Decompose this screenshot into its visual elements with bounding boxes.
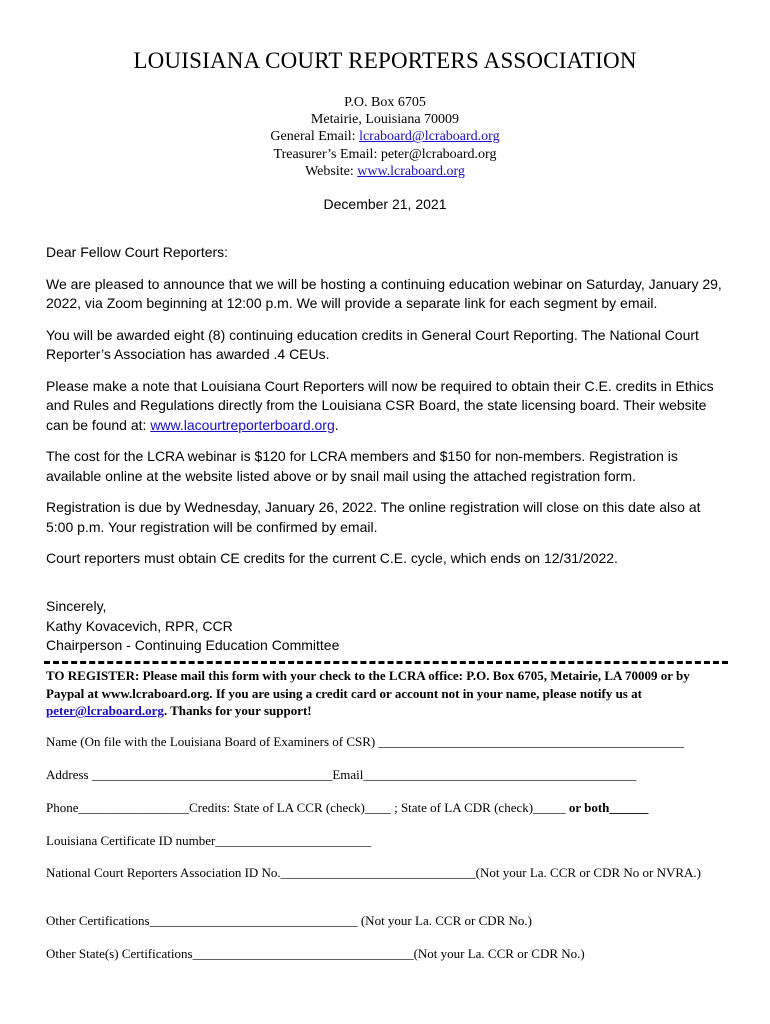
registration-email-link[interactable]: peter@lcraboard.org — [46, 703, 164, 719]
paragraph-ethics-text: Please make a note that Louisiana Court Reporters will now be required to obtain their C.E. credits in Ethics and Rules and Regulations directly from the Louisiana CSR Board, the state licensing board. Their website can be found at: — [46, 377, 714, 433]
signer-name: Kathy Kovacevich, RPR, CCR — [46, 617, 233, 634]
paragraph-ethics: Please make a note that Louisiana Court Reporters will now be required to obtain their C.E. credits in Ethics and Rules and Regulations directly from the Louisiana CSR Board, the state licensing board. Their website can be found at: www.lacourtreporterboard.org. — [46, 377, 714, 433]
paragraph-webinar: We are pleased to announce that we will be hosting a continuing education webinar on Saturday, January 29, 2022, via Zoom beginning at 12:00 p.m. We will provide a separate link for each segment by email. — [46, 275, 722, 311]
csr-board-link[interactable]: www.lacourtreporterboard.org — [150, 416, 335, 433]
general-email-link[interactable]: lcraboard@lcraboard.org — [359, 129, 500, 145]
letter-date: December 21, 2021 — [323, 196, 447, 212]
certificate-id-field-line[interactable]: Louisiana Certificate ID number________________________ — [46, 833, 372, 848]
registration-thanks: . Thanks for your support! — [163, 703, 312, 719]
paragraph-credits: You will be awarded eight (8) continuing education credits in General Court Reporting. The National Court Reporter’s Association has awarded .4 CEUs. — [46, 326, 699, 362]
salutation: Dear Fellow Court Reporters: — [46, 244, 229, 260]
name-field-line[interactable]: Name (On file with the Louisiana Board of Examiners of CSR) _______________________________________________ — [46, 734, 685, 749]
page-title: LOUISIANA COURT REPORTERS ASSOCIATION — [133, 48, 637, 73]
other-certifications-field-line[interactable]: Other Certifications________________________________ (Not your La. CCR or CDR No.) — [46, 913, 533, 928]
website-line — [0, 163, 770, 180]
paragraph-deadline: Registration is due by Wednesday, January 26, 2022. The online registration will close on this date also at 5:00 p.m. Your registration will be confirmed by email. — [46, 499, 701, 535]
phone-credits-field-line[interactable] — [46, 799, 736, 816]
treasurer-email-line: Treasurer’s Email: peter@lcraboard.org — [273, 146, 497, 162]
registration-instructions — [46, 667, 730, 720]
general-email-line — [0, 128, 770, 145]
ncra-id-field-line[interactable]: National Court Reporters Association ID No.______________________________(Not your La. CCR or CDR No or NVRA.) — [46, 865, 702, 880]
closing: Sincerely, — [46, 598, 107, 614]
phone-credits-text: Phone_________________Credits: State of LA CCR (check)____ ; State of LA CDR (check)_____ — [46, 800, 566, 815]
address-block — [0, 94, 770, 180]
website-label: Website: — [305, 163, 354, 179]
signature-block — [46, 597, 339, 656]
or-both-option[interactable]: or both______ — [568, 800, 649, 815]
website-link[interactable]: www.lcraboard.org — [357, 163, 465, 179]
address-email-field-line[interactable]: Address _____________________________________Email__________________________________________ — [46, 767, 637, 782]
paragraph-cost: The cost for the LCRA webinar is $120 for LCRA members and $150 for non-members. Registration is available online at the website listed above or by snail mail using the attached registration form. — [46, 448, 678, 484]
cut-line-divider — [44, 661, 728, 664]
general-email-label: General Email: — [270, 129, 356, 145]
signer-role: Chairperson - Continuing Education Committee — [46, 637, 340, 653]
letter-body — [46, 243, 726, 581]
other-state-certifications-field-line[interactable]: Other State(s) Certifications__________________________________(Not your La. CCR or CDR No.) — [46, 946, 585, 961]
registration-text: TO REGISTER: Please mail this form with your check to the LCRA office: P.O. Box 6705, Metairie, LA 70009 or by Paypal at www.lcraboard.org. If you are using a credit card or account not in your name, please notify us at — [46, 668, 690, 701]
city-line: Metairie, Louisiana 70009 — [310, 112, 460, 128]
po-box: P.O. Box 6705 — [344, 95, 426, 110]
paragraph-cycle: Court reporters must obtain CE credits for the current C.E. cycle, which ends on 12/31/2022. — [46, 550, 618, 566]
